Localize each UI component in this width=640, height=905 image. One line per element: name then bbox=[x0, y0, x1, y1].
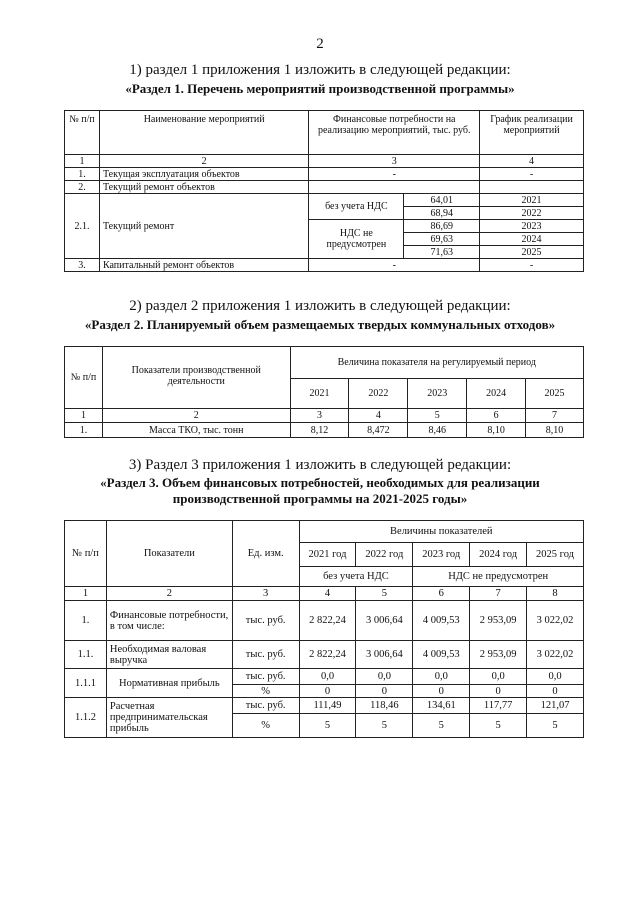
s3-colnum: 7 bbox=[470, 587, 527, 601]
row-name: Нормативная прибыль bbox=[106, 669, 232, 698]
s2-header-value: Величина показателя на регулируемый период bbox=[290, 347, 583, 379]
row-value: 0,0 bbox=[356, 669, 413, 685]
row-value: 5 bbox=[470, 714, 527, 738]
s1-colnum: 3 bbox=[309, 155, 480, 168]
s2-colnum: 4 bbox=[349, 409, 408, 423]
row-value: 118,46 bbox=[356, 698, 413, 714]
finance-value: 69,63 bbox=[404, 233, 480, 246]
row-name: Масса ТКО, тыс. тонн bbox=[102, 423, 290, 438]
s3-colnum: 3 bbox=[232, 587, 299, 601]
row-num: 2.1. bbox=[65, 194, 100, 259]
row-value: 2 822,24 bbox=[299, 601, 356, 641]
row-value: 8,46 bbox=[408, 423, 467, 438]
row-value: 111,49 bbox=[299, 698, 356, 714]
s3-header-num: № п/п bbox=[65, 521, 107, 587]
row-value: 3 006,64 bbox=[356, 641, 413, 669]
year-header: 2023 год bbox=[413, 543, 470, 567]
row-value: 0 bbox=[356, 685, 413, 698]
table-row bbox=[65, 641, 584, 669]
section2-intro: 2) раздел 2 приложения 1 изложить в следующей редакции: bbox=[129, 298, 511, 314]
section3-title-line1: «Раздел 3. Объем финансовых потребностей, необходимых для реализации bbox=[100, 475, 540, 490]
s3-colnum: 1 bbox=[65, 587, 107, 601]
schedule-year: 2024 bbox=[480, 233, 584, 246]
year-header: 2021 год bbox=[299, 543, 356, 567]
row-unit: тыс. руб. bbox=[232, 698, 299, 714]
s1-colnum: 1 bbox=[65, 155, 100, 168]
row-value: 5 bbox=[527, 714, 584, 738]
row-value: 5 bbox=[299, 714, 356, 738]
row-num: 1.1. bbox=[65, 641, 107, 669]
row-value: 2 822,24 bbox=[299, 641, 356, 669]
row-value: 8,10 bbox=[526, 423, 584, 438]
row-unit: % bbox=[232, 714, 299, 738]
year-header: 2024 bbox=[467, 379, 526, 409]
s3-colnum: 2 bbox=[106, 587, 232, 601]
row-unit: тыс. руб. bbox=[232, 641, 299, 669]
row-value: 8,472 bbox=[349, 423, 408, 438]
s3-colnum: 5 bbox=[356, 587, 413, 601]
year-header: 2021 bbox=[290, 379, 349, 409]
row-unit: тыс. руб. bbox=[232, 669, 299, 685]
finance-value: 68,94 bbox=[404, 207, 480, 220]
row-value: 4 009,53 bbox=[413, 601, 470, 641]
finance-value: 64,01 bbox=[404, 194, 480, 207]
row-unit: тыс. руб. bbox=[232, 601, 299, 641]
section1-table bbox=[64, 110, 584, 272]
table-row bbox=[65, 168, 584, 181]
row-name: Капитальный ремонт объектов bbox=[99, 259, 308, 272]
row-name: Расчетная предпринимательская прибыль bbox=[106, 698, 232, 738]
row-value: 0 bbox=[527, 685, 584, 698]
row-num: 1.1.2 bbox=[65, 698, 107, 738]
condition-label: НДС не предусмотрен bbox=[309, 220, 404, 259]
s2-colnum: 6 bbox=[467, 409, 526, 423]
row-value: 0,0 bbox=[299, 669, 356, 685]
condition-label: без учета НДС bbox=[309, 194, 404, 220]
schedule-year: 2022 bbox=[480, 207, 584, 220]
row-value: - bbox=[309, 168, 480, 181]
row-name: Необходимая валовая выручка bbox=[106, 641, 232, 669]
finance-value: 71,63 bbox=[404, 246, 480, 259]
row-value: 0,0 bbox=[527, 669, 584, 685]
table-row bbox=[65, 669, 584, 685]
row-value: 121,07 bbox=[527, 698, 584, 714]
table-row bbox=[65, 423, 584, 438]
row-value: 3 006,64 bbox=[356, 601, 413, 641]
row-value: 5 bbox=[413, 714, 470, 738]
year-header: 2023 bbox=[408, 379, 467, 409]
row-value: 5 bbox=[356, 714, 413, 738]
row-value: 8,12 bbox=[290, 423, 349, 438]
s2-colnum: 7 bbox=[526, 409, 584, 423]
year-header: 2024 год bbox=[470, 543, 527, 567]
finance-value: 86,69 bbox=[404, 220, 480, 233]
row-num: 2. bbox=[65, 181, 100, 194]
s2-colnum: 3 bbox=[290, 409, 349, 423]
section1-intro: 1) раздел 1 приложения 1 изложить в следующей редакции: bbox=[129, 62, 511, 78]
table-row bbox=[65, 698, 584, 714]
s3-header-values: Величины показателей bbox=[299, 521, 583, 543]
row-name: Текущий ремонт bbox=[99, 194, 308, 259]
row-num: 1. bbox=[65, 168, 100, 181]
table-row bbox=[65, 601, 584, 641]
row-value: 3 022,02 bbox=[527, 641, 584, 669]
year-header: 2025 bbox=[526, 379, 584, 409]
row-num: 1.1.1 bbox=[65, 669, 107, 698]
schedule-year: 2025 bbox=[480, 246, 584, 259]
s3-header-unit: Ед. изм. bbox=[232, 521, 299, 587]
row-value: 3 022,02 bbox=[527, 601, 584, 641]
s3-colnum: 4 bbox=[299, 587, 356, 601]
row-schedule: - bbox=[480, 259, 584, 272]
row-name: Текущая эксплуатация объектов bbox=[99, 168, 308, 181]
row-value: 8,10 bbox=[467, 423, 526, 438]
row-name: Финансовые потребности, в том числе: bbox=[106, 601, 232, 641]
s1-header-schedule: График реализации мероприятий bbox=[480, 111, 584, 155]
s1-header-name: Наименование мероприятий bbox=[99, 111, 308, 155]
s3-colnum: 8 bbox=[527, 587, 584, 601]
section2-title: «Раздел 2. Планируемый объем размещаемых твердых коммунальных отходов» bbox=[84, 317, 556, 332]
row-value: - bbox=[309, 259, 480, 272]
row-value: 0 bbox=[413, 685, 470, 698]
row-schedule: - bbox=[480, 168, 584, 181]
section3-title-line2: производственной программы на 2021-2025 годы» bbox=[172, 491, 468, 506]
row-value bbox=[309, 181, 480, 194]
schedule-year: 2021 bbox=[480, 194, 584, 207]
condition-label: НДС не предусмотрен bbox=[413, 567, 584, 587]
s3-colnum: 6 bbox=[413, 587, 470, 601]
year-header: 2025 год bbox=[527, 543, 584, 567]
row-num: 1. bbox=[65, 423, 103, 438]
section2-table bbox=[64, 346, 584, 438]
s2-colnum: 1 bbox=[65, 409, 103, 423]
condition-label: без учета НДС bbox=[299, 567, 413, 587]
s2-header-indicator: Показатели производственной деятельности bbox=[102, 347, 290, 409]
table-row bbox=[65, 181, 584, 194]
s2-colnum: 5 bbox=[408, 409, 467, 423]
row-schedule bbox=[480, 181, 584, 194]
s1-header-finance: Финансовые потребности на реализацию мероприятий, тыс. руб. bbox=[309, 111, 480, 155]
s3-header-indicator: Показатели bbox=[106, 521, 232, 587]
s1-colnum: 2 bbox=[99, 155, 308, 168]
year-header: 2022 год bbox=[356, 543, 413, 567]
row-value: 0,0 bbox=[470, 669, 527, 685]
section3-table bbox=[64, 520, 584, 738]
table-row bbox=[65, 259, 584, 272]
section1-title: «Раздел 1. Перечень мероприятий производственной программы» bbox=[125, 81, 515, 96]
row-value: 0 bbox=[299, 685, 356, 698]
s2-header-num: № п/п bbox=[65, 347, 103, 409]
row-num: 3. bbox=[65, 259, 100, 272]
schedule-year: 2023 bbox=[480, 220, 584, 233]
row-value: 2 953,09 bbox=[470, 641, 527, 669]
row-value: 0,0 bbox=[413, 669, 470, 685]
s1-colnum: 4 bbox=[480, 155, 584, 168]
page-number: 2 bbox=[316, 36, 324, 52]
section3-intro: 3) Раздел 3 приложения 1 изложить в следующей редакции: bbox=[128, 457, 512, 473]
row-num: 1. bbox=[65, 601, 107, 641]
row-value: 4 009,53 bbox=[413, 641, 470, 669]
row-value: 134,61 bbox=[413, 698, 470, 714]
row-unit: % bbox=[232, 685, 299, 698]
row-value: 117,77 bbox=[470, 698, 527, 714]
s2-colnum: 2 bbox=[102, 409, 290, 423]
s1-header-num: № п/п bbox=[65, 111, 100, 155]
year-header: 2022 bbox=[349, 379, 408, 409]
row-value: 0 bbox=[470, 685, 527, 698]
table-row bbox=[65, 194, 584, 207]
row-value: 2 953,09 bbox=[470, 601, 527, 641]
row-name: Текущий ремонт объектов bbox=[99, 181, 308, 194]
